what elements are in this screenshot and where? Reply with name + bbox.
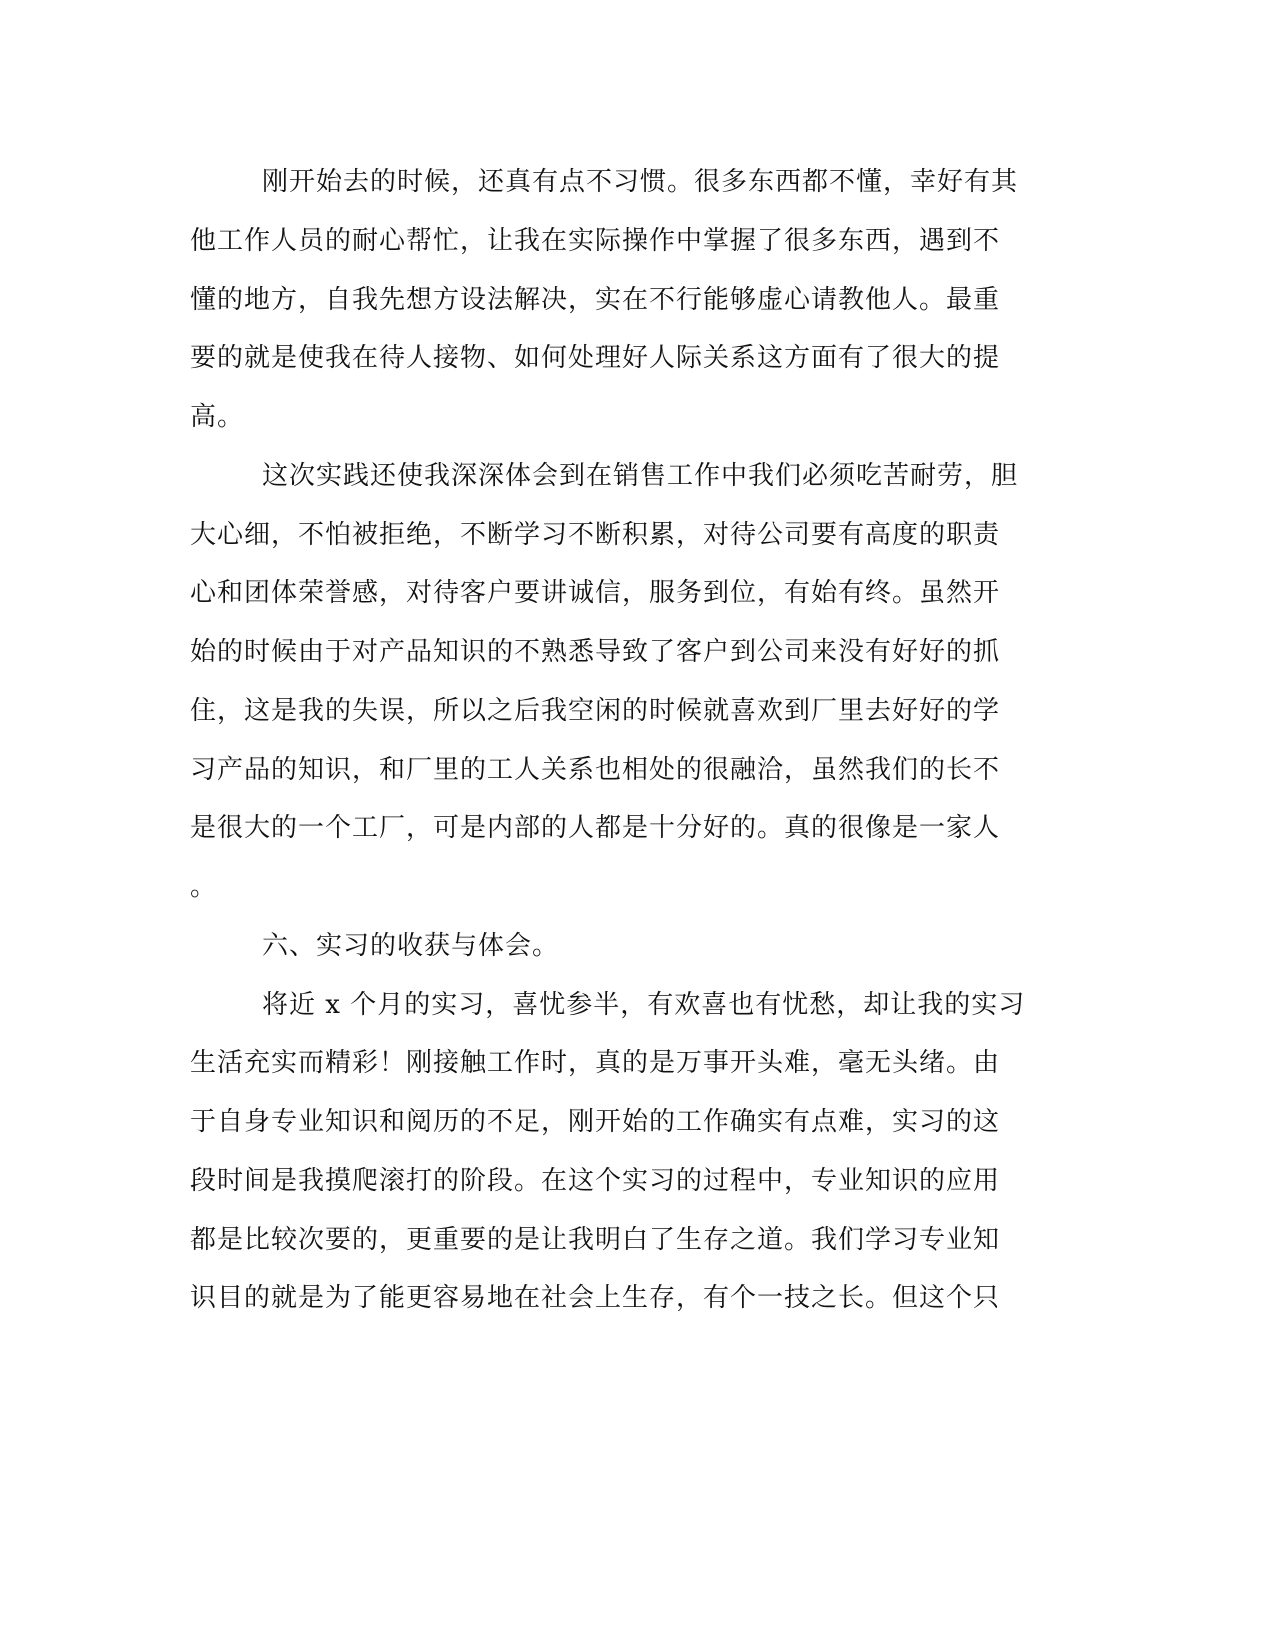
text-line: 懂的地方，自我先想方设法解决，实在不行能够虚心请教他人。最重 bbox=[190, 285, 1001, 315]
text-line: 将近 x 个月的实习，喜忧参半，有欢喜也有忧愁，却让我的实习 bbox=[262, 990, 1026, 1020]
text-line: 识目的就是为了能更容易地在社会上生存，有个一技之长。但这个只 bbox=[190, 1283, 1001, 1313]
section-heading: 六、实习的收获与体会。 bbox=[262, 931, 560, 961]
text-line: 要的就是使我在待人接物、如何处理好人际关系这方面有了很大的提 bbox=[190, 343, 1001, 373]
text-line: 住，这是我的失误，所以之后我空闲的时候就喜欢到厂里去好好的学 bbox=[190, 696, 1001, 726]
text-line: 心和团体荣誉感，对待客户要讲诚信，服务到位，有始有终。虽然开 bbox=[190, 578, 1001, 608]
text-line: 始的时候由于对产品知识的不熟悉导致了客户到公司来没有好好的抓 bbox=[190, 637, 1001, 667]
text-line: 高。 bbox=[190, 402, 245, 432]
text-line: 是很大的一个工厂，可是内部的人都是十分好的。真的很像是一家人 bbox=[190, 813, 1001, 843]
text-line: 刚开始去的时候，还真有点不习惯。很多东西都不懂，幸好有其 bbox=[262, 167, 1019, 197]
text-line: 。 bbox=[190, 872, 218, 902]
text-line: 大心细，不怕被拒绝，不断学习不断积累，对待公司要有高度的职责 bbox=[190, 520, 1001, 550]
text-line: 他工作人员的耐心帮忙，让我在实际操作中掌握了很多东西，遇到不 bbox=[190, 226, 1001, 256]
text-line: 生活充实而精彩！刚接触工作时，真的是万事开头难，毫无头绪。由 bbox=[190, 1048, 1001, 1078]
text-line: 习产品的知识，和厂里的工人关系也相处的很融洽，虽然我们的长不 bbox=[190, 755, 1001, 785]
text-line: 这次实践还使我深深体会到在销售工作中我们必须吃苦耐劳，胆 bbox=[262, 461, 1019, 491]
text-line: 于自身专业知识和阅历的不足，刚开始的工作确实有点难，实习的这 bbox=[190, 1107, 1001, 1137]
text-line: 都是比较次要的，更重要的是让我明白了生存之道。我们学习专业知 bbox=[190, 1225, 1001, 1255]
text-line: 段时间是我摸爬滚打的阶段。在这个实习的过程中，专业知识的应用 bbox=[190, 1166, 1001, 1196]
